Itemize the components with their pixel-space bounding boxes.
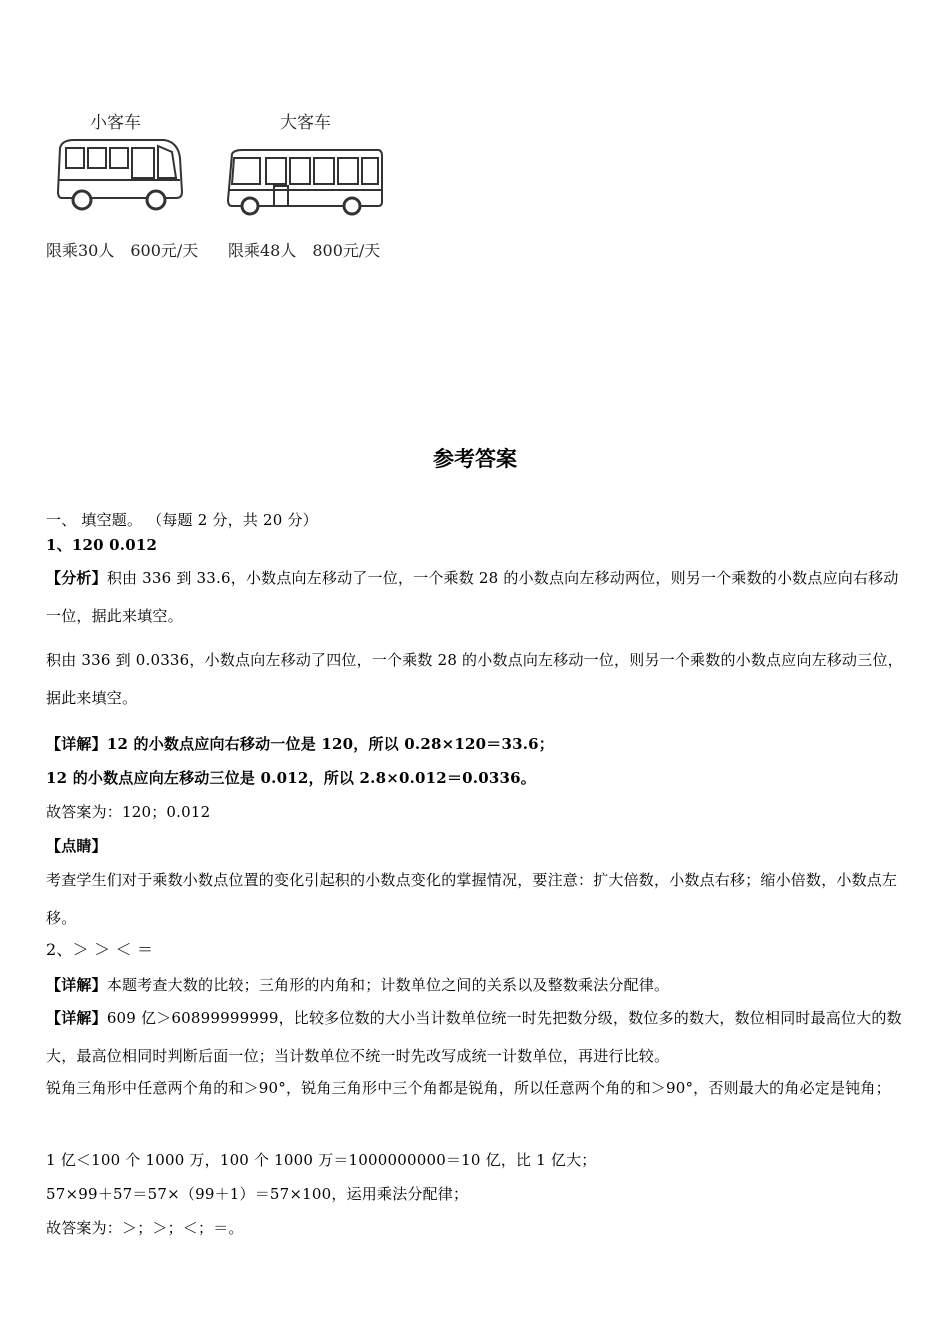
small-bus-capacity: 限乘30人 bbox=[46, 241, 115, 260]
q1-detail-text-1: 12 的小数点应向右移动一位是 120，所以 0.28×120＝33.6； bbox=[106, 735, 555, 753]
q1-detail-2: 12 的小数点应向左移动三位是 0.012，所以 2.8×0.012＝0.0336。 bbox=[46, 769, 536, 787]
q2-detail-text-2: 609 亿＞60899999999，比较多位数的大小当计数单位统一时先把数分级，数位多的数大，数位相同时最高位大的数大，最高位相同时判断后面一位；当计数单位不统一时先改写成统一计数单位，再进行比较。 bbox=[46, 1009, 902, 1065]
detail-label: 【详解】 bbox=[46, 735, 107, 753]
q2-detail-1 bbox=[46, 975, 910, 995]
q2-detail-4: 1 亿＜100 个 1000 万，100 个 1000 万＝1000000000＝10 亿，比 1 亿大； bbox=[46, 1151, 597, 1169]
small-bus-name: 小客车 bbox=[90, 113, 141, 133]
large-bus-name: 大客车 bbox=[280, 113, 331, 133]
large-bus-illustration bbox=[224, 146, 384, 216]
large-bus-price: 800元/天 bbox=[312, 241, 381, 260]
detail-label: 【详解】 bbox=[46, 976, 107, 994]
q1-analysis-text-1: 积由 336 到 33.6，小数点向左移动了一位，一个乘数 28 的小数点向左移动两位，则另一个乘数的小数点应向右移动一位，据此来填空。 bbox=[46, 569, 899, 625]
q1-note-label: 【点睛】 bbox=[46, 837, 107, 855]
q1-final: 故答案为：120；0.012 bbox=[46, 803, 211, 821]
section-heading: 一、 填空题。 （每题 2 分，共 20 分） bbox=[46, 511, 318, 529]
large-bus-info bbox=[228, 238, 380, 261]
large-bus-capacity: 限乘48人 bbox=[228, 241, 297, 260]
q2-final: 故答案为：＞；＞；＜；＝。 bbox=[46, 1219, 244, 1237]
q2-answer: 2、＞ ＞ ＜ ＝ bbox=[46, 940, 154, 959]
small-bus-info bbox=[46, 238, 198, 261]
small-bus-price: 600元/天 bbox=[130, 241, 199, 260]
q1-analysis-2: 积由 336 到 0.0336，小数点向左移动了四位，一个乘数 28 的小数点向左移动一位，则另一个乘数的小数点应向左移动三位，据此来填空。 bbox=[46, 651, 903, 707]
q1-detail-1 bbox=[46, 734, 910, 754]
q1-answer: 1、120 0.012 bbox=[46, 536, 158, 554]
q2-detail-3: 锐角三角形中任意两个角的和＞90°，锐角三角形中三个角都是锐角，所以任意两个角的和＞90°，否则最大的角必定是钝角； bbox=[46, 1079, 891, 1097]
q2-detail-text-1: 本题考查大数的比较；三角形的内角和；计数单位之间的关系以及整数乘法分配律。 bbox=[106, 976, 670, 994]
q2-detail-5: 57×99＋57＝57×（99＋1）＝57×100，运用乘法分配律； bbox=[46, 1185, 469, 1203]
small-bus-illustration bbox=[54, 136, 186, 216]
answer-title: 参考答案 bbox=[433, 447, 517, 471]
q2-detail-2 bbox=[46, 999, 910, 1075]
q1-note: 考查学生们对于乘数小数点位置的变化引起积的小数点变化的掌握情况，要注意：扩大倍数，小数点右移；缩小倍数，小数点左移。 bbox=[46, 871, 898, 927]
detail-label: 【详解】 bbox=[46, 1009, 107, 1027]
analysis-label: 【分析】 bbox=[46, 569, 107, 587]
q1-analysis-1 bbox=[46, 559, 910, 635]
